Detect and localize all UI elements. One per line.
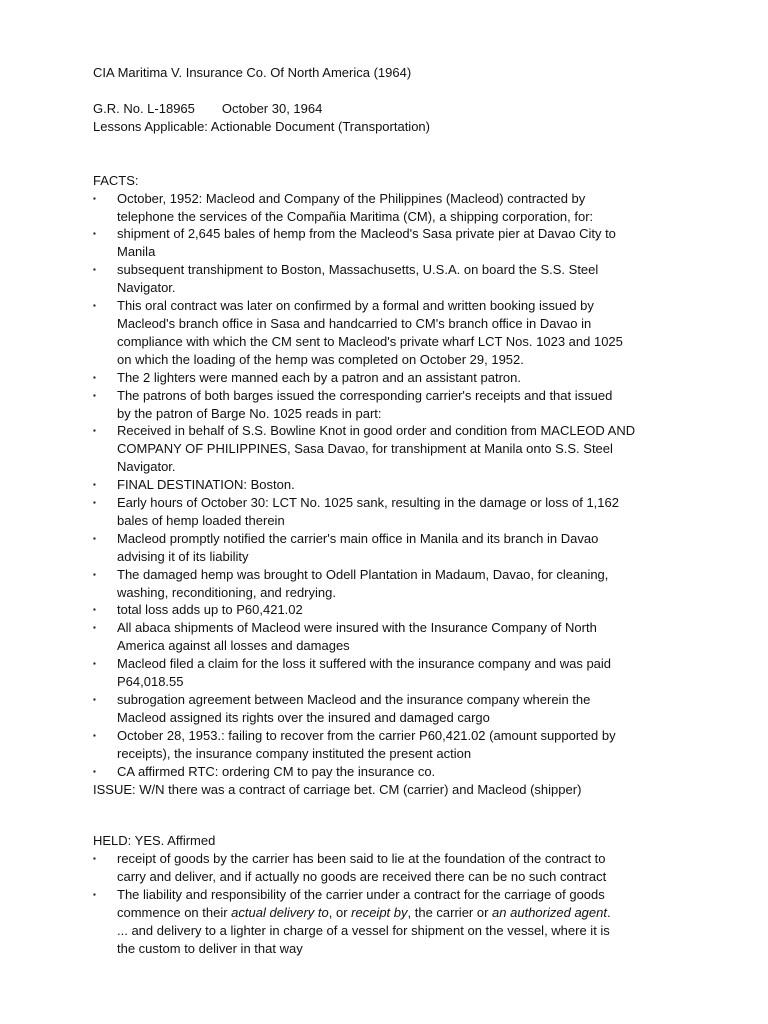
bullet-icon: ▪ <box>93 569 96 579</box>
fact-13-line-2: America against all losses and damages <box>117 638 350 654</box>
bullet-icon: ▪ <box>93 498 96 508</box>
fact-9-line-2: bales of hemp loaded therein <box>117 512 285 528</box>
list-item <box>93 494 683 530</box>
fact-3-line-2: Navigator. <box>117 280 176 296</box>
fact-8-line-1: FINAL DESTINATION: Boston. <box>117 477 295 493</box>
fact-16-line-1: October 28, 1953.: failing to recover from the carrier P60,421.02 (amount supported by <box>117 727 616 743</box>
text-run: , or <box>328 905 352 921</box>
case-title: CIA Maritima V. Insurance Co. Of North America (1964) <box>93 65 412 80</box>
fact-6-line-2: by the patron of Barge No. 1025 reads in part: <box>117 405 382 421</box>
italic-run: receipt by <box>351 905 408 921</box>
spacer <box>93 82 683 100</box>
list-item <box>93 476 683 494</box>
bullet-icon: ▪ <box>93 623 96 633</box>
fact-14-line-1: Macleod filed a claim for the loss it suffered with the insurance company and was paid <box>117 656 612 672</box>
fact-7-line-3: Navigator. <box>117 459 176 475</box>
bullet-icon: ▪ <box>93 265 96 275</box>
fact-6-line-1: The patrons of both barges issued the corresponding carrier's receipts and that issued <box>117 387 613 403</box>
list-item <box>93 387 683 423</box>
fact-1-line-2: telephone the services of the Compañia Maritima (CM), a shipping corporation, for: <box>117 208 594 224</box>
text-run: commence on their <box>117 905 232 921</box>
fact-3-line-1: subsequent transhipment to Boston, Massachusetts, U.S.A. on board the S.S. Steel <box>117 262 599 278</box>
facts-list <box>93 190 683 781</box>
held-heading: HELD: YES. Affirmed <box>93 833 216 849</box>
italic-run: an authorized agent <box>492 905 607 921</box>
held-item-2-line-2 <box>117 904 683 922</box>
held-item-2-line-4: the custom to deliver in that way <box>117 940 303 956</box>
italic-run: actual delivery to <box>231 905 329 921</box>
fact-12-line-1: total loss adds up to P60,421.02 <box>117 602 303 618</box>
lessons-applicable: Lessons Applicable: Actionable Document (Transportation) <box>93 118 430 134</box>
list-item <box>93 619 683 655</box>
bullet-icon: ▪ <box>93 301 96 311</box>
bullet-icon: ▪ <box>93 890 96 900</box>
bullet-icon: ▪ <box>93 426 96 436</box>
list-item <box>93 763 683 781</box>
bullet-icon: ▪ <box>93 390 96 400</box>
fact-13-line-1: All abaca shipments of Macleod were insured with the Insurance Company of North <box>117 620 597 636</box>
list-item <box>93 850 683 886</box>
list-item <box>93 691 683 727</box>
fact-2-line-2: Manila <box>117 244 156 260</box>
document-page <box>93 64 683 958</box>
bullet-icon: ▪ <box>93 730 96 740</box>
fact-9-line-1: Early hours of October 30: LCT No. 1025 sank, resulting in the damage or loss of 1,162 <box>117 495 619 511</box>
held-item-2-line-1: The liability and responsibility of the carrier under a contract for the carriage of goods <box>117 887 605 903</box>
fact-5-line-1: The 2 lighters were manned each by a patron and an assistant patron. <box>117 369 521 385</box>
list-item <box>93 225 683 261</box>
bullet-icon: ▪ <box>93 480 96 490</box>
gr-number: G.R. No. L-18965 <box>93 100 195 116</box>
bullet-icon: ▪ <box>93 533 96 543</box>
bullet-icon: ▪ <box>93 229 96 239</box>
list-item <box>93 566 683 602</box>
list-item <box>93 530 683 566</box>
fact-11-line-2: washing, reconditioning, and redrying. <box>117 584 336 600</box>
list-item <box>93 886 683 958</box>
text-run: . <box>606 905 611 921</box>
bullet-icon: ▪ <box>93 372 96 382</box>
held-item-1-line-2: carry and deliver, and if actually no goods are received there can be no such contract <box>117 869 607 885</box>
fact-4-line-2: Macleod's branch office in Sasa and handcarried to CM's branch office in Davao in <box>117 315 592 331</box>
fact-1-line-1: October, 1952: Macleod and Company of the Philippines (Macleod) contracted by <box>117 190 586 206</box>
list-item <box>93 601 683 619</box>
bullet-icon: ▪ <box>93 854 96 864</box>
list-item <box>93 369 683 387</box>
bullet-icon: ▪ <box>93 766 96 776</box>
list-item <box>93 297 683 369</box>
bullet-icon: ▪ <box>93 695 96 704</box>
fact-17-line-1: CA affirmed RTC: ordering CM to pay the insurance co. <box>117 763 436 779</box>
spacer <box>93 136 683 172</box>
issue-statement: ISSUE: W/N there was a contract of carriage bet. CM (carrier) and Macleod (shipper) <box>93 781 582 797</box>
text-run: , the carrier or <box>407 905 493 921</box>
fact-4-line-4: on which the loading of the hemp was completed on October 29, 1952. <box>117 351 524 367</box>
list-item <box>93 655 683 691</box>
fact-7-line-2: COMPANY OF PHILIPPINES, Sasa Davao, for transhipment at Manila onto S.S. Steel <box>117 441 613 457</box>
fact-11-line-1: The damaged hemp was brought to Odell Plantation in Madaum, Davao, for cleaning, <box>117 566 609 582</box>
bullet-icon: ▪ <box>93 193 96 203</box>
list-item <box>93 190 683 226</box>
spacer <box>93 798 683 832</box>
fact-10-line-2: advising it of its liability <box>117 548 249 564</box>
bullet-icon: ▪ <box>93 605 96 615</box>
fact-10-line-1: Macleod promptly notified the carrier's main office in Manila and its branch in Davao <box>117 530 599 546</box>
fact-7-line-1: Received in behalf of S.S. Bowline Knot in good order and condition from MACLEOD AND <box>117 423 636 439</box>
fact-15-line-2: Macleod assigned its rights over the insured and damaged cargo <box>117 709 490 725</box>
fact-15-line-1: subrogation agreement between Macleod and the insurance company wherein the <box>117 692 591 707</box>
fact-4-line-3: compliance with which the CM sent to Macleod's private wharf LCT Nos. 1023 and 1025 <box>117 333 623 349</box>
list-item <box>93 422 683 476</box>
bullet-icon: ▪ <box>93 659 96 669</box>
fact-16-line-2: receipts), the insurance company instituted the present action <box>117 745 472 761</box>
list-item <box>93 261 683 297</box>
fact-4-line-1: This oral contract was later on confirmed by a formal and written booking issued by <box>117 298 594 314</box>
list-item <box>93 727 683 763</box>
fact-14-line-2: P64,018.55 <box>117 674 184 690</box>
facts-heading: FACTS: <box>93 172 139 188</box>
held-item-1-line-1: receipt of goods by the carrier has been said to lie at the foundation of the contract to <box>117 851 606 867</box>
fact-2-line-1: shipment of 2,645 bales of hemp from the Macleod's Sasa private pier at Davao City to <box>117 226 616 242</box>
decision-date: October 30, 1964 <box>221 100 323 116</box>
held-list <box>93 850 683 957</box>
case-number-line <box>93 100 683 118</box>
held-item-2-line-3: ... and delivery to a lighter in charge of a vessel for shipment on the vessel, where it is <box>117 922 610 938</box>
